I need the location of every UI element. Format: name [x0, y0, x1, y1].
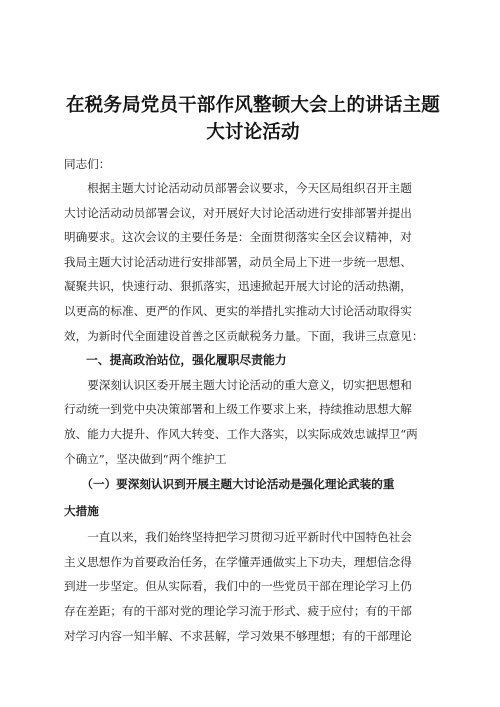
paragraph-line: 明确要求。这次会议的主要任务是：全面贯彻落实全区会议精神，对 [64, 230, 412, 245]
paragraph-line: 效，为新时代全面建设首善之区贡献税务力量。下面，我讲三点意见： [64, 328, 424, 343]
document-title [64, 92, 442, 146]
paragraph-line: 凝聚共识，快速行动、狠抓落实，迅速掀起开展大讨论的活动热潮， [64, 279, 412, 294]
paragraph-line: 一直以来，我们始终坚持把学习贯彻习近平新时代中国特色社会 [64, 530, 412, 545]
paragraph-line: 大讨论活动动员部署会议，对开展好大讨论活动进行安排部署并提出 [64, 205, 412, 220]
paragraph-line: 主义思想作为首要政治任务，在学懂弄通做实上下功夫，理想信念得 [64, 554, 412, 569]
paragraph-line: 根据主题大讨论活动动员部署会议要求，今天区局组织召开主题 [64, 181, 412, 195]
paragraph-line: 到进一步坚定。但从实际看，我们中的一些党员干部在理论学习上仍 [64, 579, 412, 594]
salutation: 同志们： [64, 157, 111, 171]
heading-line: 大措施 [64, 504, 99, 519]
subsection-heading-1 [64, 471, 442, 525]
paragraph-line: 行动统一到党中央决策部署和上级工作要求上来，持续推动思想大解 [64, 402, 412, 417]
paragraph-section-1 [64, 373, 442, 471]
paragraph-line: 放、能力大提升、作风大转变、工作大落实，以实际成效忠诚捍卫“两 [64, 426, 418, 441]
paragraph-line: 存在差距；有的干部对党的理论学习流于形式、疲于应付；有的干部 [64, 603, 412, 618]
heading-line: （一）要深刻认识到开展主题大讨论活动是强化理论武装的重 [64, 477, 395, 492]
paragraph-subsection-1 [64, 525, 442, 648]
paragraph-line: 我局主题大讨论活动进行安排部署，动员全局上下进一步统一思想、 [64, 254, 412, 269]
paragraph-intro [64, 176, 442, 348]
title-line: 大讨论活动 [206, 122, 300, 143]
paragraph-line: 要深刻认识区委开展主题大讨论活动的重大意义，切实把思想和 [64, 377, 412, 392]
paragraph-line: 个确立”，坚决做到“两个维护工 [64, 451, 227, 466]
paragraph-line: 以更高的标准、更严的作风、更实的举措扎实推动大讨论活动取得实 [64, 303, 412, 318]
section-heading-1: 一、提高政治站位，强化履职尽责能力 [86, 353, 287, 368]
title-line: 在税务局党员干部作风整顿大会上的讲话主题 [65, 95, 440, 116]
paragraph-line: 对学习内容一知半解、不求甚解，学习效果不够理想；有的干部理论 [64, 628, 412, 643]
